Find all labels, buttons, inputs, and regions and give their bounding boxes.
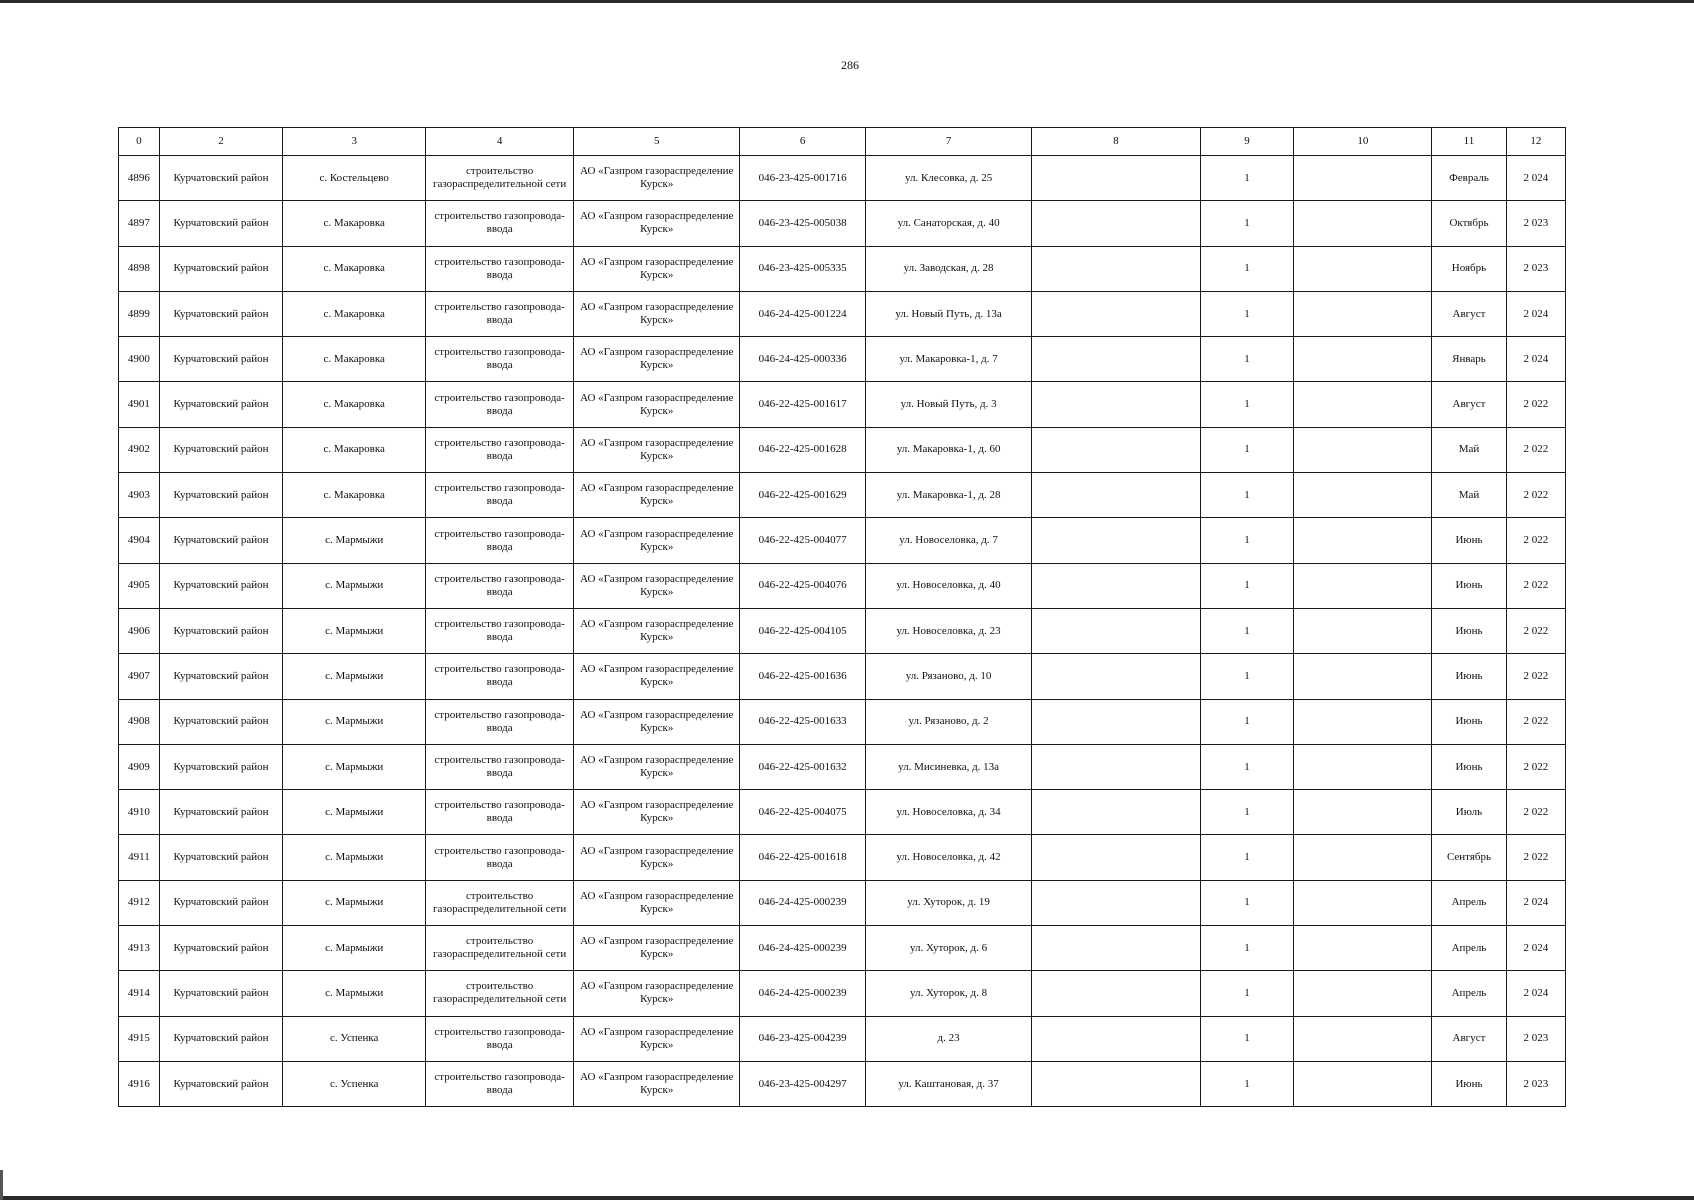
month-cell: Июнь <box>1432 563 1506 608</box>
owner-cell: АО «Газпром газораспределение Курск» <box>574 654 740 699</box>
page-number: 286 <box>841 58 859 72</box>
work-type-cell: строительство газопровода-ввода <box>426 699 574 744</box>
row-number-cell: 4900 <box>119 337 160 382</box>
year-cell: 2 022 <box>1506 518 1565 563</box>
quantity-cell: 1 <box>1200 790 1294 835</box>
quantity-cell: 1 <box>1200 971 1294 1016</box>
quantity-cell: 1 <box>1200 1061 1294 1106</box>
object-code-cell: 046-23-425-004297 <box>740 1061 866 1106</box>
quantity-cell: 1 <box>1200 608 1294 653</box>
month-cell: Май <box>1432 473 1506 518</box>
year-cell: 2 022 <box>1506 608 1565 653</box>
month-cell: Февраль <box>1432 156 1506 201</box>
row-number-cell: 4911 <box>119 835 160 880</box>
address-cell: ул. Клесовка, д. 25 <box>865 156 1031 201</box>
object-code-cell: 046-23-425-001716 <box>740 156 866 201</box>
address-cell: ул. Заводская, д. 28 <box>865 246 1031 291</box>
scan-border-top <box>0 0 1694 3</box>
year-cell: 2 022 <box>1506 699 1565 744</box>
column-8-cell <box>1032 382 1200 427</box>
object-code-cell: 046-23-425-005335 <box>740 246 866 291</box>
address-cell: ул. Каштановая, д. 37 <box>865 1061 1031 1106</box>
column-8-cell <box>1032 518 1200 563</box>
settlement-cell: с. Успенка <box>283 1061 426 1106</box>
object-code-cell: 046-23-425-004239 <box>740 1016 866 1061</box>
row-number-cell: 4904 <box>119 518 160 563</box>
owner-cell: АО «Газпром газораспределение Курск» <box>574 699 740 744</box>
table-row <box>119 926 1566 971</box>
object-code-cell: 046-22-425-001632 <box>740 744 866 789</box>
address-cell: ул. Новоселовка, д. 7 <box>865 518 1031 563</box>
row-number-cell: 4909 <box>119 744 160 789</box>
year-cell: 2 024 <box>1506 156 1565 201</box>
work-type-cell: строительство газопровода-ввода <box>426 201 574 246</box>
settlement-cell: с. Макаровка <box>283 427 426 472</box>
row-number-cell: 4905 <box>119 563 160 608</box>
year-cell: 2 023 <box>1506 246 1565 291</box>
object-code-cell: 046-22-425-001629 <box>740 473 866 518</box>
district-cell: Курчатовский район <box>159 608 282 653</box>
column-10-cell <box>1294 156 1432 201</box>
district-cell: Курчатовский район <box>159 291 282 336</box>
table-row <box>119 880 1566 925</box>
column-10-cell <box>1294 201 1432 246</box>
row-number-cell: 4907 <box>119 654 160 699</box>
month-cell: Апрель <box>1432 880 1506 925</box>
object-code-cell: 046-24-425-000239 <box>740 926 866 971</box>
column-8-cell <box>1032 337 1200 382</box>
address-cell: ул. Хуторок, д. 19 <box>865 880 1031 925</box>
table-row <box>119 382 1566 427</box>
column-8-cell <box>1032 971 1200 1016</box>
address-cell: ул. Рязаново, д. 2 <box>865 699 1031 744</box>
column-8-cell <box>1032 246 1200 291</box>
settlement-cell: с. Мармыжи <box>283 699 426 744</box>
column-header: 2 <box>159 128 282 156</box>
owner-cell: АО «Газпром газораспределение Курск» <box>574 427 740 472</box>
owner-cell: АО «Газпром газораспределение Курск» <box>574 246 740 291</box>
column-8-cell <box>1032 563 1200 608</box>
address-cell: ул. Мисиневка, д. 13а <box>865 744 1031 789</box>
row-number-cell: 4914 <box>119 971 160 1016</box>
column-header: 9 <box>1200 128 1294 156</box>
table-row <box>119 654 1566 699</box>
settlement-cell: с. Макаровка <box>283 201 426 246</box>
address-cell: ул. Хуторок, д. 8 <box>865 971 1031 1016</box>
work-type-cell: строительство газораспределительной сети <box>426 971 574 1016</box>
column-10-cell <box>1294 473 1432 518</box>
column-8-cell <box>1032 654 1200 699</box>
work-type-cell: строительство газопровода-ввода <box>426 246 574 291</box>
column-header: 0 <box>119 128 160 156</box>
row-number-cell: 4906 <box>119 608 160 653</box>
object-code-cell: 046-22-425-001617 <box>740 382 866 427</box>
scan-edge-mark <box>0 1170 3 1200</box>
owner-cell: АО «Газпром газораспределение Курск» <box>574 563 740 608</box>
work-type-cell: строительство газопровода-ввода <box>426 473 574 518</box>
owner-cell: АО «Газпром газораспределение Курск» <box>574 518 740 563</box>
table-row <box>119 1061 1566 1106</box>
work-type-cell: строительство газопровода-ввода <box>426 518 574 563</box>
year-cell: 2 022 <box>1506 382 1565 427</box>
column-10-cell <box>1294 880 1432 925</box>
column-10-cell <box>1294 971 1432 1016</box>
column-8-cell <box>1032 1016 1200 1061</box>
object-code-cell: 046-22-425-004075 <box>740 790 866 835</box>
table-row <box>119 291 1566 336</box>
settlement-cell: с. Мармыжи <box>283 880 426 925</box>
settlement-cell: с. Мармыжи <box>283 790 426 835</box>
column-8-cell <box>1032 880 1200 925</box>
quantity-cell: 1 <box>1200 654 1294 699</box>
settlement-cell: с. Мармыжи <box>283 563 426 608</box>
quantity-cell: 1 <box>1200 880 1294 925</box>
year-cell: 2 024 <box>1506 337 1565 382</box>
year-cell: 2 024 <box>1506 971 1565 1016</box>
quantity-cell: 1 <box>1200 699 1294 744</box>
table-row <box>119 518 1566 563</box>
column-10-cell <box>1294 790 1432 835</box>
object-code-cell: 046-22-425-004077 <box>740 518 866 563</box>
settlement-cell: с. Мармыжи <box>283 608 426 653</box>
column-10-cell <box>1294 246 1432 291</box>
settlement-cell: с. Костельцево <box>283 156 426 201</box>
address-cell: ул. Новоселовка, д. 42 <box>865 835 1031 880</box>
table-row <box>119 427 1566 472</box>
address-cell: ул. Хуторок, д. 6 <box>865 926 1031 971</box>
settlement-cell: с. Мармыжи <box>283 971 426 1016</box>
column-8-cell <box>1032 291 1200 336</box>
year-cell: 2 024 <box>1506 926 1565 971</box>
column-10-cell <box>1294 835 1432 880</box>
object-code-cell: 046-24-425-000336 <box>740 337 866 382</box>
object-code-cell: 046-24-425-000239 <box>740 971 866 1016</box>
month-cell: Июль <box>1432 790 1506 835</box>
address-cell: ул. Новый Путь, д. 3 <box>865 382 1031 427</box>
year-cell: 2 023 <box>1506 1061 1565 1106</box>
address-cell: ул. Новоселовка, д. 34 <box>865 790 1031 835</box>
object-code-cell: 046-22-425-001633 <box>740 699 866 744</box>
month-cell: Июнь <box>1432 654 1506 699</box>
owner-cell: АО «Газпром газораспределение Курск» <box>574 971 740 1016</box>
work-type-cell: строительство газопровода-ввода <box>426 1016 574 1061</box>
row-number-cell: 4899 <box>119 291 160 336</box>
owner-cell: АО «Газпром газораспределение Курск» <box>574 1061 740 1106</box>
district-cell: Курчатовский район <box>159 246 282 291</box>
column-header: 6 <box>740 128 866 156</box>
month-cell: Июнь <box>1432 608 1506 653</box>
row-number-cell: 4915 <box>119 1016 160 1061</box>
table-row <box>119 201 1566 246</box>
owner-cell: АО «Газпром газораспределение Курск» <box>574 790 740 835</box>
object-code-cell: 046-22-425-001628 <box>740 427 866 472</box>
row-number-cell: 4910 <box>119 790 160 835</box>
work-type-cell: строительство газопровода-ввода <box>426 427 574 472</box>
column-8-cell <box>1032 608 1200 653</box>
district-cell: Курчатовский район <box>159 563 282 608</box>
row-number-cell: 4897 <box>119 201 160 246</box>
quantity-cell: 1 <box>1200 427 1294 472</box>
month-cell: Июнь <box>1432 699 1506 744</box>
settlement-cell: с. Макаровка <box>283 246 426 291</box>
column-10-cell <box>1294 699 1432 744</box>
month-cell: Октябрь <box>1432 201 1506 246</box>
column-8-cell <box>1032 926 1200 971</box>
district-cell: Курчатовский район <box>159 201 282 246</box>
year-cell: 2 022 <box>1506 427 1565 472</box>
district-cell: Курчатовский район <box>159 1016 282 1061</box>
month-cell: Июнь <box>1432 518 1506 563</box>
column-header: 4 <box>426 128 574 156</box>
table-row <box>119 563 1566 608</box>
owner-cell: АО «Газпром газораспределение Курск» <box>574 337 740 382</box>
address-cell: ул. Макаровка-1, д. 7 <box>865 337 1031 382</box>
row-number-cell: 4916 <box>119 1061 160 1106</box>
year-cell: 2 023 <box>1506 1016 1565 1061</box>
month-cell: Апрель <box>1432 971 1506 1016</box>
owner-cell: АО «Газпром газораспределение Курск» <box>574 880 740 925</box>
district-cell: Курчатовский район <box>159 473 282 518</box>
table-row <box>119 337 1566 382</box>
column-10-cell <box>1294 744 1432 789</box>
work-type-cell: строительство газопровода-ввода <box>426 744 574 789</box>
object-code-cell: 046-22-425-004076 <box>740 563 866 608</box>
quantity-cell: 1 <box>1200 156 1294 201</box>
district-cell: Курчатовский район <box>159 926 282 971</box>
district-cell: Курчатовский район <box>159 337 282 382</box>
column-10-cell <box>1294 926 1432 971</box>
address-cell: ул. Санаторская, д. 40 <box>865 201 1031 246</box>
work-type-cell: строительство газопровода-ввода <box>426 654 574 699</box>
district-cell: Курчатовский район <box>159 1061 282 1106</box>
settlement-cell: с. Мармыжи <box>283 654 426 699</box>
work-type-cell: строительство газопровода-ввода <box>426 337 574 382</box>
owner-cell: АО «Газпром газораспределение Курск» <box>574 926 740 971</box>
column-10-cell <box>1294 291 1432 336</box>
settlement-cell: с. Мармыжи <box>283 518 426 563</box>
district-cell: Курчатовский район <box>159 744 282 789</box>
district-cell: Курчатовский район <box>159 880 282 925</box>
column-10-cell <box>1294 427 1432 472</box>
quantity-cell: 1 <box>1200 291 1294 336</box>
object-code-cell: 046-22-425-001618 <box>740 835 866 880</box>
scan-border-bottom <box>0 1196 1694 1200</box>
district-cell: Курчатовский район <box>159 971 282 1016</box>
address-cell: ул. Рязаново, д. 10 <box>865 654 1031 699</box>
owner-cell: АО «Газпром газораспределение Курск» <box>574 1016 740 1061</box>
quantity-cell: 1 <box>1200 201 1294 246</box>
column-header: 7 <box>865 128 1031 156</box>
owner-cell: АО «Газпром газораспределение Курск» <box>574 473 740 518</box>
row-number-cell: 4913 <box>119 926 160 971</box>
column-10-cell <box>1294 608 1432 653</box>
column-header: 12 <box>1506 128 1565 156</box>
table-row <box>119 1016 1566 1061</box>
table-row <box>119 246 1566 291</box>
column-8-cell <box>1032 835 1200 880</box>
owner-cell: АО «Газпром газораспределение Курск» <box>574 608 740 653</box>
quantity-cell: 1 <box>1200 337 1294 382</box>
year-cell: 2 022 <box>1506 654 1565 699</box>
quantity-cell: 1 <box>1200 1016 1294 1061</box>
column-header: 10 <box>1294 128 1432 156</box>
settlement-cell: с. Макаровка <box>283 291 426 336</box>
column-8-cell <box>1032 156 1200 201</box>
year-cell: 2 022 <box>1506 563 1565 608</box>
quantity-cell: 1 <box>1200 518 1294 563</box>
district-cell: Курчатовский район <box>159 427 282 472</box>
work-type-cell: строительство газопровода-ввода <box>426 382 574 427</box>
row-number-cell: 4908 <box>119 699 160 744</box>
object-code-cell: 046-22-425-004105 <box>740 608 866 653</box>
month-cell: Июнь <box>1432 1061 1506 1106</box>
district-cell: Курчатовский район <box>159 699 282 744</box>
row-number-cell: 4901 <box>119 382 160 427</box>
quantity-cell: 1 <box>1200 835 1294 880</box>
settlement-cell: с. Макаровка <box>283 382 426 427</box>
column-8-cell <box>1032 473 1200 518</box>
settlement-cell: с. Макаровка <box>283 337 426 382</box>
table-row <box>119 790 1566 835</box>
table-row <box>119 835 1566 880</box>
work-type-cell: строительство газопровода-ввода <box>426 563 574 608</box>
month-cell: Август <box>1432 382 1506 427</box>
year-cell: 2 023 <box>1506 201 1565 246</box>
column-10-cell <box>1294 1016 1432 1061</box>
column-8-cell <box>1032 427 1200 472</box>
column-10-cell <box>1294 563 1432 608</box>
register-table <box>118 127 1566 1107</box>
work-type-cell: строительство газораспределительной сети <box>426 880 574 925</box>
table-row <box>119 971 1566 1016</box>
object-code-cell: 046-24-425-000239 <box>740 880 866 925</box>
owner-cell: АО «Газпром газораспределение Курск» <box>574 382 740 427</box>
district-cell: Курчатовский район <box>159 156 282 201</box>
month-cell: Июнь <box>1432 744 1506 789</box>
row-number-cell: 4896 <box>119 156 160 201</box>
work-type-cell: строительство газопровода-ввода <box>426 835 574 880</box>
quantity-cell: 1 <box>1200 246 1294 291</box>
column-header: 11 <box>1432 128 1506 156</box>
year-cell: 2 022 <box>1506 744 1565 789</box>
settlement-cell: с. Мармыжи <box>283 835 426 880</box>
district-cell: Курчатовский район <box>159 382 282 427</box>
table-row <box>119 608 1566 653</box>
address-cell: ул. Макаровка-1, д. 60 <box>865 427 1031 472</box>
owner-cell: АО «Газпром газораспределение Курск» <box>574 201 740 246</box>
year-cell: 2 022 <box>1506 473 1565 518</box>
month-cell: Апрель <box>1432 926 1506 971</box>
table-row <box>119 156 1566 201</box>
column-10-cell <box>1294 518 1432 563</box>
quantity-cell: 1 <box>1200 926 1294 971</box>
column-header: 3 <box>283 128 426 156</box>
object-code-cell: 046-22-425-001636 <box>740 654 866 699</box>
work-type-cell: строительство газопровода-ввода <box>426 291 574 336</box>
column-10-cell <box>1294 654 1432 699</box>
header-row <box>119 128 1566 156</box>
work-type-cell: строительство газораспределительной сети <box>426 156 574 201</box>
district-cell: Курчатовский район <box>159 835 282 880</box>
settlement-cell: с. Успенка <box>283 1016 426 1061</box>
district-cell: Курчатовский район <box>159 790 282 835</box>
quantity-cell: 1 <box>1200 744 1294 789</box>
month-cell: Август <box>1432 1016 1506 1061</box>
work-type-cell: строительство газораспределительной сети <box>426 926 574 971</box>
object-code-cell: 046-23-425-005038 <box>740 201 866 246</box>
address-cell: ул. Новоселовка, д. 40 <box>865 563 1031 608</box>
district-cell: Курчатовский район <box>159 518 282 563</box>
row-number-cell: 4903 <box>119 473 160 518</box>
column-8-cell <box>1032 201 1200 246</box>
month-cell: Август <box>1432 291 1506 336</box>
month-cell: Ноябрь <box>1432 246 1506 291</box>
work-type-cell: строительство газопровода-ввода <box>426 1061 574 1106</box>
column-header: 8 <box>1032 128 1200 156</box>
row-number-cell: 4912 <box>119 880 160 925</box>
address-cell: ул. Новоселовка, д. 23 <box>865 608 1031 653</box>
year-cell: 2 022 <box>1506 790 1565 835</box>
owner-cell: АО «Газпром газораспределение Курск» <box>574 744 740 789</box>
column-10-cell <box>1294 1061 1432 1106</box>
table-row <box>119 473 1566 518</box>
column-8-cell <box>1032 744 1200 789</box>
owner-cell: АО «Газпром газораспределение Курск» <box>574 156 740 201</box>
column-header: 5 <box>574 128 740 156</box>
column-10-cell <box>1294 382 1432 427</box>
row-number-cell: 4898 <box>119 246 160 291</box>
settlement-cell: с. Макаровка <box>283 473 426 518</box>
work-type-cell: строительство газопровода-ввода <box>426 790 574 835</box>
column-8-cell <box>1032 1061 1200 1106</box>
quantity-cell: 1 <box>1200 473 1294 518</box>
year-cell: 2 024 <box>1506 880 1565 925</box>
address-cell: ул. Новый Путь, д. 13а <box>865 291 1031 336</box>
quantity-cell: 1 <box>1200 563 1294 608</box>
month-cell: Январь <box>1432 337 1506 382</box>
address-cell: ул. Макаровка-1, д. 28 <box>865 473 1031 518</box>
column-8-cell <box>1032 699 1200 744</box>
table-row <box>119 699 1566 744</box>
row-number-cell: 4902 <box>119 427 160 472</box>
year-cell: 2 022 <box>1506 835 1565 880</box>
month-cell: Май <box>1432 427 1506 472</box>
settlement-cell: с. Мармыжи <box>283 744 426 789</box>
object-code-cell: 046-24-425-001224 <box>740 291 866 336</box>
owner-cell: АО «Газпром газораспределение Курск» <box>574 835 740 880</box>
settlement-cell: с. Мармыжи <box>283 926 426 971</box>
owner-cell: АО «Газпром газораспределение Курск» <box>574 291 740 336</box>
column-8-cell <box>1032 790 1200 835</box>
quantity-cell: 1 <box>1200 382 1294 427</box>
year-cell: 2 024 <box>1506 291 1565 336</box>
work-type-cell: строительство газопровода-ввода <box>426 608 574 653</box>
month-cell: Сентябрь <box>1432 835 1506 880</box>
table-row <box>119 744 1566 789</box>
district-cell: Курчатовский район <box>159 654 282 699</box>
address-cell: д. 23 <box>865 1016 1031 1061</box>
column-10-cell <box>1294 337 1432 382</box>
